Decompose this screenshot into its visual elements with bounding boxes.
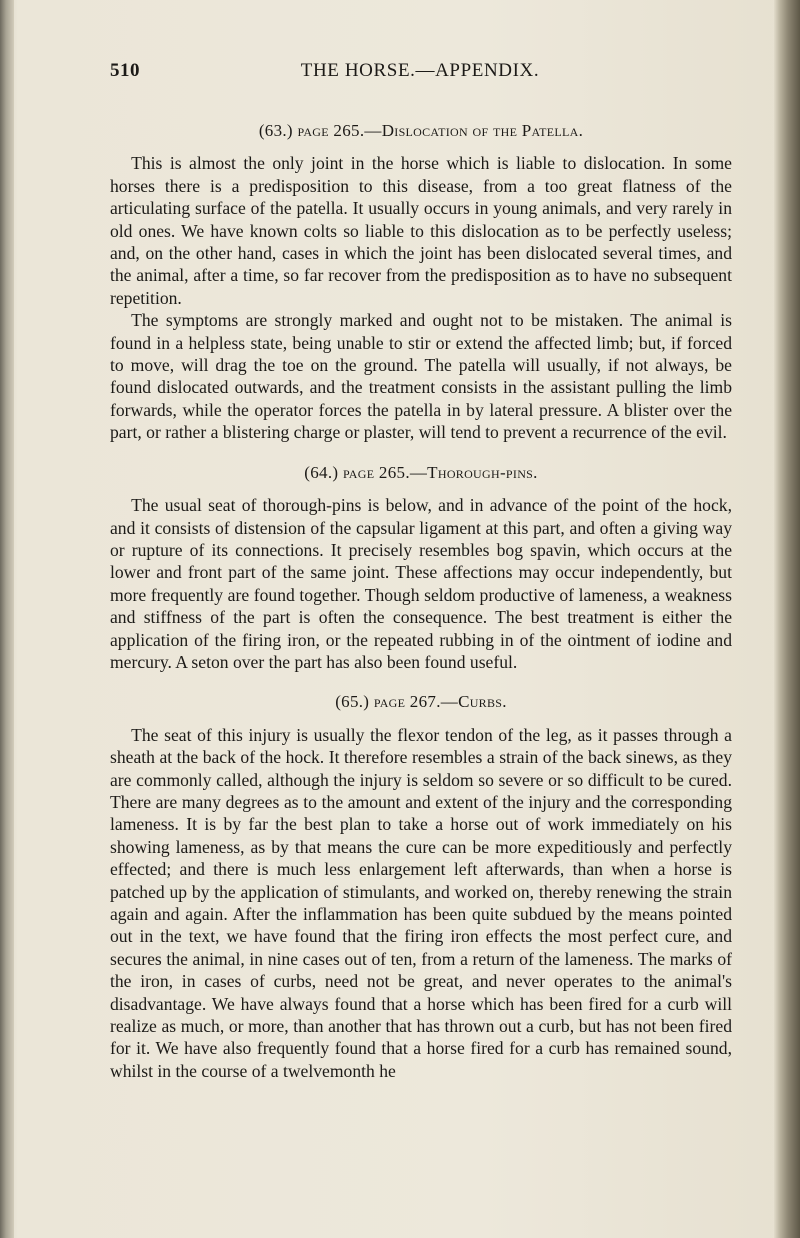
section-page-ref: page 265.	[297, 121, 365, 140]
page-binding-edge	[0, 0, 14, 1238]
section-title: —Thorough-pins.	[409, 462, 538, 482]
page-number: 510	[110, 60, 140, 81]
section-page-ref: page 265.	[342, 462, 410, 482]
running-title: THE HORSE.—APPENDIX.	[300, 60, 540, 81]
paragraph: This is almost the only joint in the horse which is liable to dislocation. In some horses there is a predisposition to this disease, from a too great flatness of the articulating surface of the patella. It usually occurs in young animals, and very rarely in old ones. We have known colts so liable to this dislocation as to be perfectly useless; and, on the other hand, cases in which the joint has been dislocated several times, and the animal, after a time, so far recover from the predisposition as to have no subsequent repetition.	[110, 153, 732, 308]
section-heading-65	[110, 691, 732, 713]
section-number: (63.)	[258, 121, 293, 140]
section-number: (65.)	[335, 692, 370, 712]
section-number: (64.)	[304, 462, 339, 482]
paragraph: The symptoms are strongly marked and ought not to be mistaken. The animal is found in a helpless state, being unable to stir or extend the affected limb; but, if forced to move, will drag the toe on the ground. The patella will usually, if not always, be found dislocated outwards, and the treatment consists in the assistant pulling the limb forwards, while the operator forces the patella in by lateral pressure. A blister over the part, or rather a blistering charge or plaster, will tend to prevent a recurrence of the evil.	[110, 310, 732, 443]
page-fore-edge	[774, 0, 800, 1238]
section-heading-64	[110, 462, 732, 484]
section-heading-63	[110, 120, 732, 142]
paragraph: The seat of this injury is usually the flexor tendon of the leg, as it passes through a sheath at the back of the hock. It therefore resembles a strain of the back sinews, as they are commonly called, although the injury is seldom so severe or so difficult to be cured. There are many degrees as to the amount and extent of the injury and the corresponding lameness. It is by far the best plan to take a horse out of work immediately on his showing lameness, as by that means the cure can be more expeditiously and perfectly effected; and there is much less enlargement left afterwards, than when a horse is patched up by the application of stimulants, and worked on, thereby renewing the strain again and again. After the inflammation has been quite subdued by the means pointed out in the text, we have found that the firing iron effects the most perfect cure, and secures the animal, in nine cases out of ten, from a return of the lameness. The marks of the iron, in cases of curbs, need not be great, and never operates to the animal's disadvantage. We have always found that a horse which has been fired for a curb will realize as much, or more, than another that has thrown out a curb, but has not been fired for it. We have also frequently found that a horse fired for a curb has remained sound, whilst in the course of a twelvemonth he	[110, 724, 732, 1081]
section-title: —Dislocation of the Patella.	[364, 121, 584, 140]
paragraph: The usual seat of thorough-pins is below, and in advance of the point of the hock, and it consists of distension of the capsular ligament at this part, and often a giving way or rupture of its connections. It precisely resembles bog spavin, which occurs at the lower and front part of the same joint. These affections may occur independently, but more frequently are found together. Though seldom productive of lameness, a weakness and stiffness of the part is often the consequence. The best treatment is either the application of the firing iron, or the repeated rubbing in of the ointment of iodine and mercury. A seton over the part has also been found useful.	[110, 495, 732, 672]
page-body	[110, 120, 732, 1082]
page-header	[110, 60, 730, 86]
section-title: —Curbs.	[440, 692, 507, 712]
section-page-ref: page 267.	[373, 692, 441, 712]
